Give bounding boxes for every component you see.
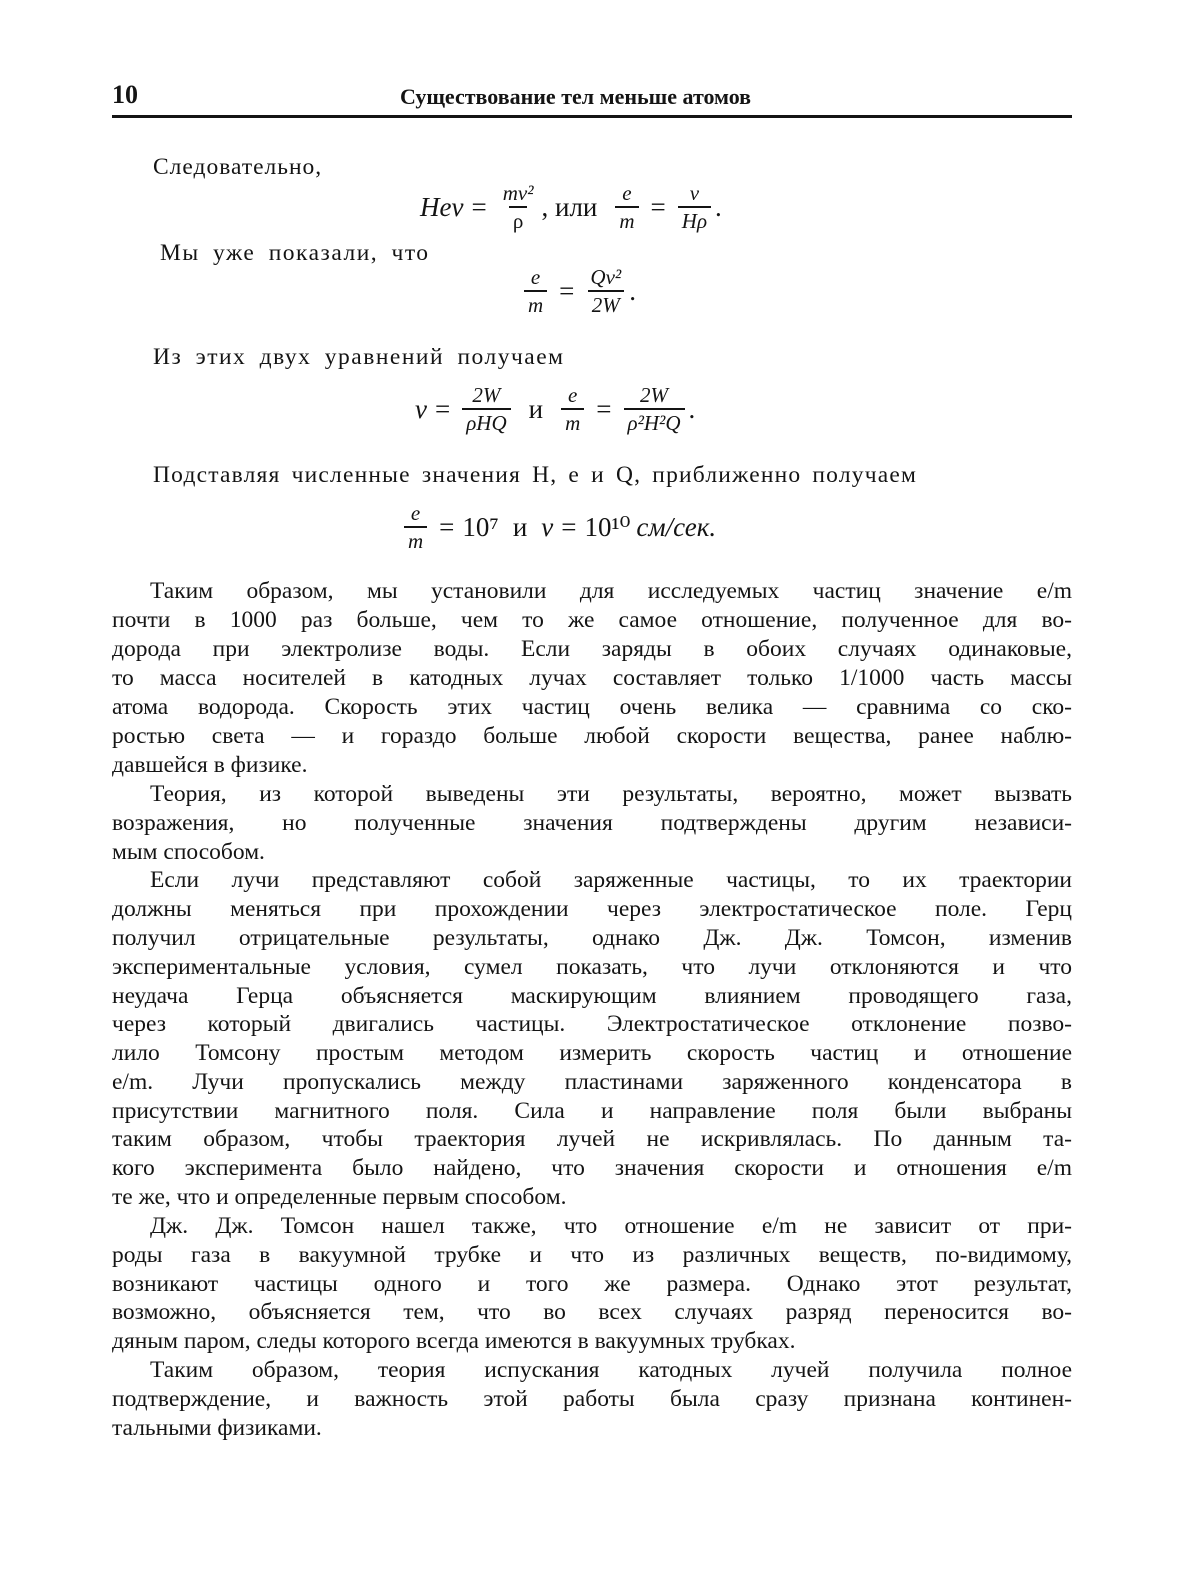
- body-line: те же, что и определенные первым способом.: [112, 1184, 567, 1210]
- body-line: роды газа в вакуумной трубке и что из различных веществ, по-видимому,: [112, 1242, 1072, 1268]
- body-line: Таким образом, теория испускания катодных лучей получила полное: [150, 1357, 1072, 1383]
- body-line: тальными физиками.: [112, 1415, 322, 1441]
- eq3-fraction-2: $\frac{e}{m}$: [561, 382, 584, 436]
- eq3-fraction-3: $\frac{2W}{\text{ρ²H²Q}}$: [624, 382, 685, 436]
- eq1-or: , или: [541, 191, 598, 222]
- body-line: неудача Герца объясняется маскирующим влиянием проводящего газа,: [112, 983, 1072, 1009]
- body-line: Теория, из которой выведены эти результаты, вероятно, может вызвать: [150, 781, 1072, 807]
- equation-3: v = $\frac{2W}{\text{ρHQ}}$ и $\frac{e}{m}$ = $\frac{2W}{\text{ρ²H²Q}}$ .: [415, 383, 696, 435]
- text-therefore: Следовательно,: [153, 154, 323, 180]
- body-line: ростью света — и гораздо больше любой скорости вещества, ранее наблю-: [112, 723, 1072, 749]
- eq1-fraction-2: $\frac{e}{m}$: [615, 180, 638, 234]
- eq3-fraction-1: $\frac{2W}{\text{ρHQ}}$: [462, 382, 510, 436]
- body-line: давшейся в физике.: [112, 752, 308, 778]
- body-line: экспериментальные условия, сумел показать, что лучи отклоняются и что: [112, 954, 1072, 980]
- body-line: почти в 1000 раз больше, чем то же самое отношение, полученное для во-: [112, 607, 1072, 633]
- body-line: Если лучи представляют собой заряженные частицы, то их траектории: [150, 867, 1072, 893]
- text-from-two-equations: Из этих двух уравнений получаем: [153, 344, 565, 370]
- body-line: подтверждение, и важность этой работы была сразу признана континен-: [112, 1386, 1072, 1412]
- equation-1: Hev = $\frac{\text{mv²}}{\rho}$ , или $\frac{e}{m}$ = $\frac{v}{H\rho}$ .: [420, 181, 722, 233]
- body-line: присутствии магнитного поля. Сила и направление поля были выбраны: [112, 1098, 1072, 1124]
- text-substituting: Подставляя численные значения H, e и Q, приближенно получаем: [153, 462, 918, 488]
- body-line: дяным паром, следы которого всегда имеются в вакуумных трубках.: [112, 1328, 796, 1354]
- body-line: кого эксперимента было найдено, что значения скорости и отношения e/m: [112, 1155, 1072, 1181]
- body-line: то масса носителей в катодных лучах составляет только 1/1000 часть массы: [112, 665, 1072, 691]
- eq2-fraction-2: $\frac{\text{Qv²}}{2W}$: [586, 264, 625, 318]
- body-line: возможно, объясняется тем, что во всех случаях разряд переносится во-: [112, 1299, 1072, 1325]
- eq2-fraction-1: $\frac{e}{m}$: [524, 264, 547, 318]
- equation-2: $\frac{e}{m}$ = $\frac{\text{Qv²}}{2W}$ .: [520, 264, 636, 318]
- eq1-lhs: Hev: [420, 191, 464, 222]
- body-line: получил отрицательные результаты, однако Дж. Дж. Томсон, изменив: [112, 925, 1072, 951]
- body-line: Дж. Дж. Томсон нашел также, что отношение e/m не зависит от при-: [150, 1213, 1072, 1239]
- body-line: атома водорода. Скорость этих частиц очень велика — сравнима со ско-: [112, 694, 1072, 720]
- body-line: мым способом.: [112, 839, 265, 865]
- body-line: таким образом, чтобы траектория лучей не искривлялась. По данным та-: [112, 1126, 1072, 1152]
- eq4-fraction: $\frac{e}{m}$: [404, 500, 427, 554]
- running-title: Существование тел меньше атомов: [400, 84, 752, 109]
- body-line: лило Томсону простым методом измерить скорость частиц и отношение: [112, 1040, 1072, 1066]
- body-line: Таким образом, мы установили для исследуемых частиц значение e/m: [150, 578, 1072, 604]
- body-line: возникают частицы одного и того же размера. Однако этот результат,: [112, 1271, 1072, 1297]
- header-rule: [112, 115, 1072, 118]
- eq1-fraction-1: $\frac{\text{mv²}}{\rho}$: [502, 181, 534, 233]
- body-line: возражения, но полученные значения подтверждены другим независи-: [112, 810, 1072, 836]
- body-line: должны меняться при прохождении через электростатическое поле. Герц: [112, 896, 1072, 922]
- body-line: через который двигались частицы. Электростатическое отклонение позво-: [112, 1011, 1072, 1037]
- text-already-shown: Мы уже показали, что: [160, 240, 430, 266]
- page-number: 10: [112, 80, 138, 109]
- body-line: e/m. Лучи пропускались между пластинами заряженного конденсатора в: [112, 1069, 1072, 1095]
- body-line: дорода при электролизе воды. Если заряды в обоих случаях одинаковые,: [112, 636, 1072, 662]
- eq1-fraction-3: $\frac{v}{H\rho}$: [678, 180, 711, 234]
- equation-4: $\frac{e}{m}$ = 10⁷ и v = 10¹⁰ см/сек.: [400, 500, 716, 554]
